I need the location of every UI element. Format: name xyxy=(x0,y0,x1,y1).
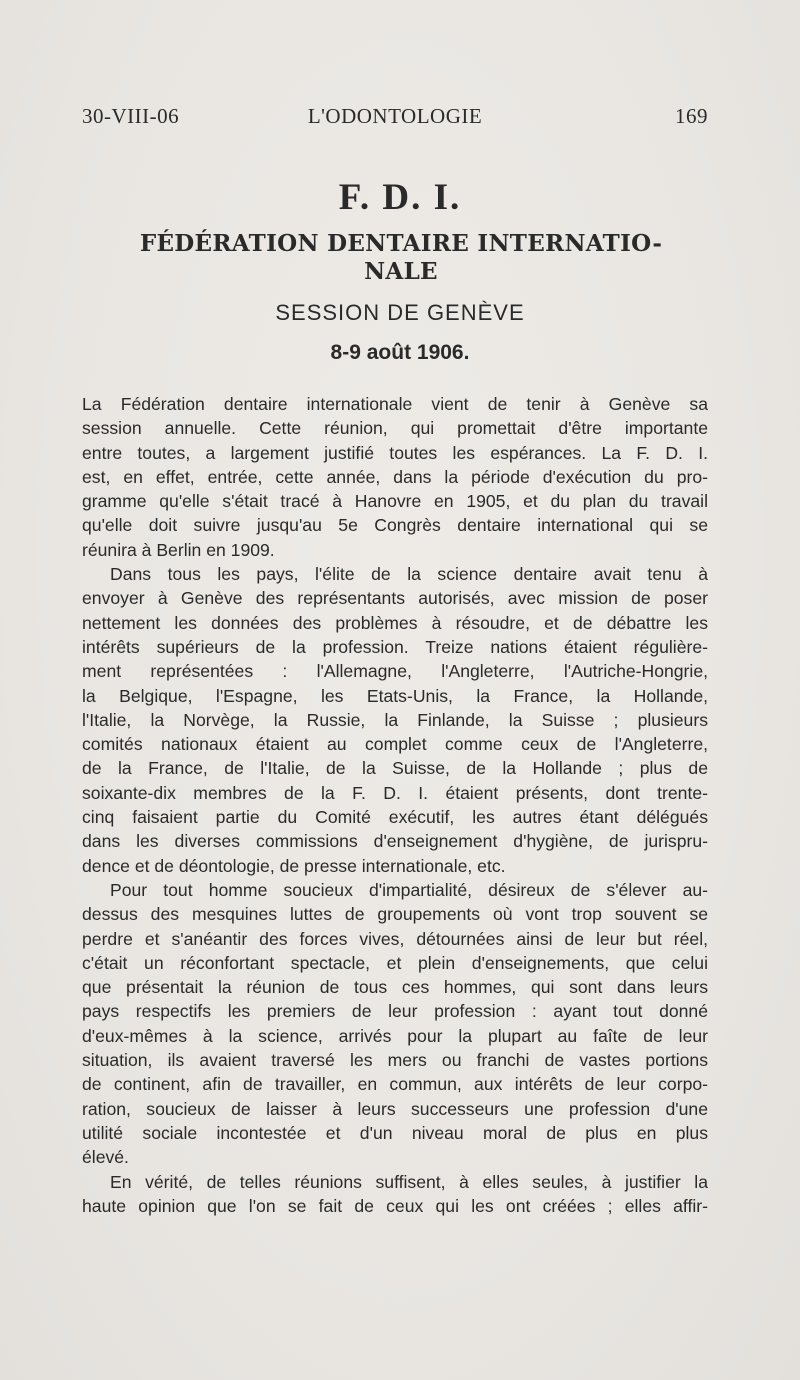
article-title-abbreviation: F. D. I. xyxy=(338,177,462,218)
text-line: La Fédération dentaire internationale vient de tenir à Genève sa xyxy=(82,394,708,414)
text-line: d'eux-mêmes à la science, arrivés pour la plupart au faîte de leur xyxy=(82,1025,708,1046)
article-body xyxy=(82,392,708,1218)
article-title-line-2: NALE xyxy=(364,258,438,285)
text-line: nettement les données des problèmes à résoudre, et de débattre les xyxy=(82,612,708,633)
text-line: pays respectifs les premiers de leur profession : ayant tout donné xyxy=(82,1001,708,1022)
text-line: élevé. xyxy=(82,1147,129,1168)
text-line: cinq faisaient partie du Comité exécutif, les autres étant délégués xyxy=(82,807,708,828)
text-line: réunira à Berlin en 1909. xyxy=(82,539,275,560)
text-line: entre toutes, a largement justifié toutes les espérances. La F. D. I. xyxy=(82,442,708,463)
header-page-number: 169 xyxy=(675,104,708,128)
article-title xyxy=(92,230,710,286)
text-line: gramme qu'elle s'était tracé à Hanovre en 1905, et du plan du travail xyxy=(82,491,708,512)
session-date: 8-9 août 1906. xyxy=(330,341,470,364)
paragraph-2 xyxy=(82,562,708,878)
session-subtitle: SESSION DE GENÈVE xyxy=(275,300,525,325)
text-line: soixante-dix membres de la F. D. I. étaient présents, dont trente- xyxy=(82,782,708,803)
text-line: dans les diverses commissions d'enseignement d'hygiène, de jurispru- xyxy=(82,831,708,852)
text-line: Dans tous les pays, l'élite de la science dentaire avait tenu à xyxy=(110,564,708,585)
text-line: session annuelle. Cette réunion, qui promettait d'être importante xyxy=(82,418,708,439)
text-line: Pour tout homme soucieux d'impartialité, désireux de s'élever au- xyxy=(110,879,708,900)
text-line: qu'elle doit suivre jusqu'au 5e Congrès dentaire international qui se xyxy=(82,515,708,536)
text-line: comités nationaux étaient au complet comme ceux de l'Angleterre, xyxy=(82,734,708,755)
text-line: utilité sociale incontestée et d'un niveau moral de plus en plus xyxy=(82,1122,708,1143)
text-line: dence et de déontologie, de presse internationale, etc. xyxy=(82,855,506,876)
article-title-line-1: FÉDÉRATION DENTAIRE INTERNATIO- xyxy=(139,230,663,257)
text-line: la Belgique, l'Espagne, les Etats-Unis, la France, la Hollande, xyxy=(82,685,708,706)
text-line: de continent, afin de travailler, en commun, aux intérêts de leur corpo- xyxy=(82,1074,708,1095)
paragraph-3 xyxy=(82,878,708,1170)
text-line: c'était un réconfortant spectacle, et plein d'enseignements, que celui xyxy=(82,952,708,973)
text-line: situation, ils avaient traversé les mers ou franchi de vastes portions xyxy=(82,1050,708,1071)
text-line: En vérité, de telles réunions suffisent, à elles seules, à justifier la xyxy=(110,1171,708,1192)
text-line: ration, soucieux de laisser à leurs successeurs une profession d'une xyxy=(82,1098,708,1119)
paragraph-4 xyxy=(82,1170,708,1219)
paragraph-1 xyxy=(82,392,708,562)
text-line: perdre et s'anéantir des forces vives, détournées ainsi de leur but réel, xyxy=(82,928,708,949)
text-line: l'Italie, la Norvège, la Russie, la Finlande, la Suisse ; plusieurs xyxy=(82,709,708,730)
header-date: 30-VIII-06 xyxy=(82,104,180,128)
text-line: ment représentées : l'Allemagne, l'Angleterre, l'Autriche-Hongrie, xyxy=(82,661,708,682)
text-line: de la France, de l'Italie, de la Suisse, de la Hollande ; plus de xyxy=(82,758,708,779)
header-journal-title: L'ODONTOLOGIE xyxy=(307,104,483,128)
text-line: intérêts supérieurs de la profession. Treize nations étaient régulière- xyxy=(82,636,708,657)
running-header xyxy=(82,104,708,134)
text-line: haute opinion que l'on se fait de ceux qui les ont créées ; elles affir- xyxy=(82,1195,708,1216)
text-line: dessus des mesquines luttes de groupements où vont trop souvent se xyxy=(82,904,708,925)
text-line: est, en effet, entrée, cette année, dans la période d'exécution du pro- xyxy=(82,466,708,487)
text-line: que présentait la réunion de tous ces hommes, qui sont dans leurs xyxy=(82,977,708,998)
text-line: envoyer à Genève des représentants autorisés, avec mission de poser xyxy=(82,588,708,609)
